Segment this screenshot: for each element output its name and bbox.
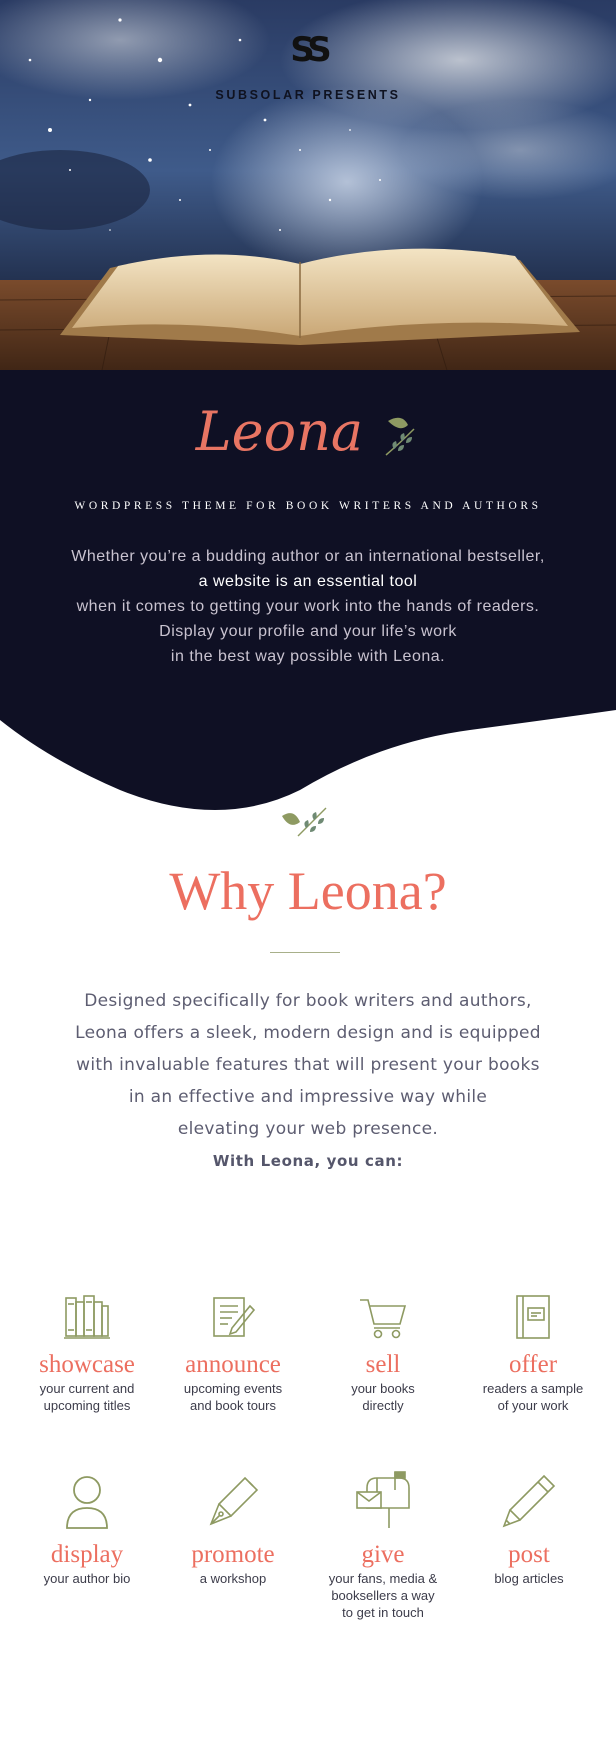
with-leona-cta: With Leona, you can: bbox=[212, 1152, 404, 1170]
cart-icon bbox=[308, 1270, 458, 1340]
leaf-icon bbox=[380, 411, 420, 461]
feature-title: display bbox=[50, 1541, 124, 1568]
intro-highlight: a website is an essential tool bbox=[198, 573, 418, 590]
feature-title: announce bbox=[185, 1351, 281, 1378]
leona-logo bbox=[0, 400, 616, 463]
feature-title: promote bbox=[191, 1541, 275, 1568]
intro-line: in the best way possible with Leona. bbox=[170, 648, 446, 665]
feature-title: showcase bbox=[39, 1351, 135, 1378]
feature-description: upcoming events and book tours bbox=[183, 1381, 283, 1413]
feature-offer bbox=[458, 1270, 608, 1414]
intro-line: Whether you’re a budding author or an international bestseller, bbox=[71, 548, 545, 565]
why-leona-title: Why Leona? bbox=[169, 861, 447, 921]
leaves-icon bbox=[278, 802, 334, 838]
why-leona-description bbox=[40, 985, 576, 1145]
feature-description: your books directly bbox=[351, 1381, 415, 1413]
feature-announce bbox=[158, 1270, 308, 1414]
intro-line: Display your profile and your life’s work bbox=[159, 623, 457, 640]
feature-description: readers a sample of your work bbox=[482, 1381, 584, 1413]
feature-display bbox=[12, 1460, 162, 1587]
why-line: Designed specifically for book writers and authors, bbox=[84, 991, 532, 1011]
pencil-icon bbox=[454, 1460, 604, 1530]
feature-description: your author bio bbox=[43, 1571, 131, 1586]
feature-showcase bbox=[12, 1270, 162, 1414]
title-divider bbox=[270, 952, 340, 953]
books-icon bbox=[12, 1270, 162, 1340]
why-line: elevating your web presence. bbox=[177, 1119, 439, 1139]
leona-logo-text: Leona bbox=[195, 400, 364, 463]
mailbox-icon bbox=[308, 1460, 458, 1530]
why-line: Leona offers a sleek, modern design and is equipped bbox=[75, 1023, 541, 1043]
fountain-pen-icon bbox=[158, 1460, 308, 1530]
notepad-icon bbox=[158, 1270, 308, 1340]
feature-description: blog articles bbox=[494, 1571, 564, 1586]
feature-title: sell bbox=[365, 1351, 401, 1378]
feature-post bbox=[454, 1460, 604, 1587]
subsolar-logo: SS bbox=[290, 30, 326, 70]
user-icon bbox=[12, 1460, 162, 1530]
feature-promote bbox=[158, 1460, 308, 1587]
book-icon bbox=[458, 1270, 608, 1340]
intro-line: when it comes to getting your work into the hands of readers. bbox=[76, 598, 540, 615]
feature-sell bbox=[308, 1270, 458, 1414]
feature-title: give bbox=[361, 1541, 405, 1568]
brand-presents-label: SUBSOLAR PRESENTS bbox=[215, 88, 401, 102]
feature-give bbox=[308, 1460, 458, 1621]
why-line: in an effective and impressive way while bbox=[128, 1087, 488, 1107]
feature-description: your fans, media & booksellers a way to get in touch bbox=[328, 1571, 438, 1620]
feature-title: offer bbox=[508, 1351, 558, 1378]
why-line: with invaluable features that will present your books bbox=[76, 1055, 540, 1075]
theme-tagline: WORDPRESS THEME FOR BOOK WRITERS AND AUTHORS bbox=[74, 500, 542, 512]
feature-title: post bbox=[508, 1541, 550, 1568]
intro-paragraph bbox=[0, 544, 616, 669]
feature-description: a workshop bbox=[199, 1571, 267, 1586]
feature-description: your current and upcoming titles bbox=[39, 1381, 135, 1413]
